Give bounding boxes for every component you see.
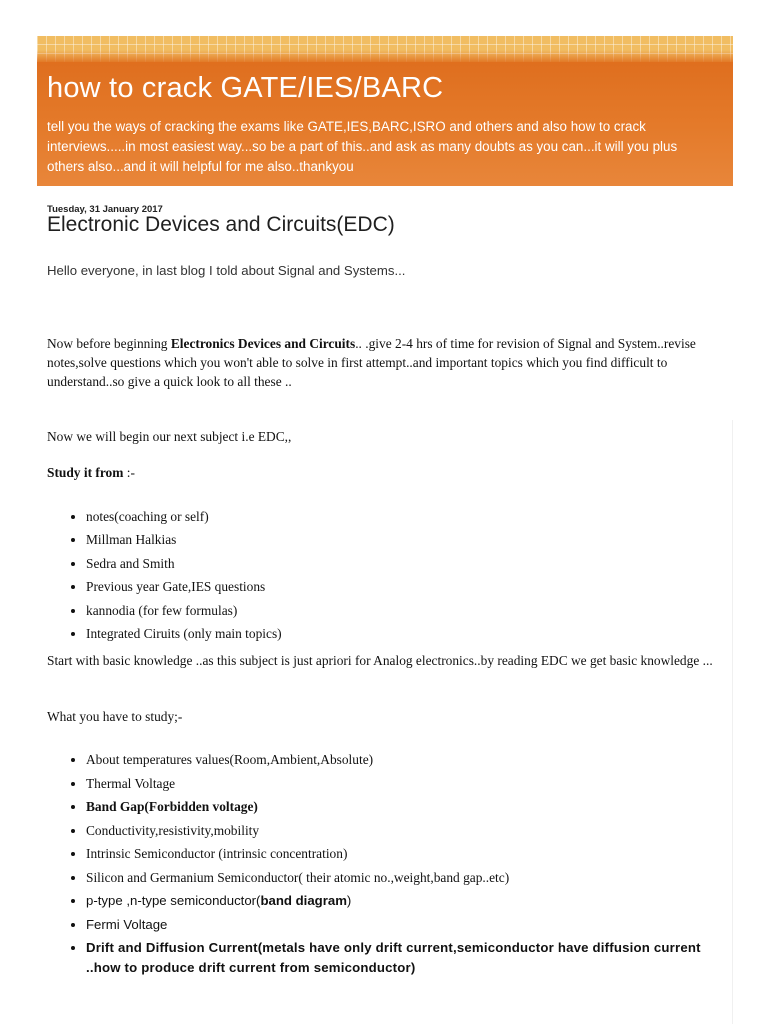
post-paragraph-4: What you have to study;- bbox=[47, 709, 183, 724]
post-intro: Hello everyone, in last blog I told about Signal and Systems... bbox=[47, 263, 406, 278]
topics-list bbox=[47, 748, 726, 978]
list-item: • Integrated Ciruits (only main topics) bbox=[86, 622, 726, 645]
post-paragraph-2: Now we will begin our next subject i.e EDC,, bbox=[47, 429, 292, 444]
list-item: • Drift and Diffusion Current(metals have only drift current,semiconductor have diffusion current ..how to produce drift current from semiconductor) bbox=[86, 936, 726, 978]
list-item: • Previous year Gate,IES questions bbox=[86, 575, 726, 598]
t7-tail: ) bbox=[346, 893, 352, 908]
blog-description: tell you the ways of cracking the exams like GATE,IES,BARC,ISRO and others and also how to crack interviews.....in most easiest way...so be a part of this..and ask as many doubts as you can...it will you plus others also...and it will helpful for me also..thankyou bbox=[47, 119, 678, 174]
post-paragraph-3: Start with basic knowledge ..as this subject is just apriori for Analog electronics..by reading EDC we get basic knowledge ... bbox=[47, 653, 713, 668]
study-rest: :- bbox=[123, 465, 135, 480]
para1-lead: Now before beginning bbox=[47, 336, 171, 351]
list-item: • Millman Halkias bbox=[86, 528, 726, 551]
blog-header bbox=[37, 36, 733, 186]
list-item: • About temperatures values(Room,Ambient,Absolute) bbox=[86, 748, 726, 772]
list-item bbox=[86, 889, 726, 913]
t7-lead: p-type ,n-type semiconductor( bbox=[86, 893, 261, 908]
t7-bold: band diagram bbox=[260, 893, 347, 908]
post-date: Tuesday, 31 January 2017 bbox=[47, 204, 163, 215]
list-item: • Sedra and Smith bbox=[86, 552, 726, 575]
list-item: • Conductivity,resistivity,mobility bbox=[86, 819, 726, 843]
header-grid-fade bbox=[37, 50, 733, 64]
content-divider bbox=[732, 420, 733, 1024]
post-paragraph-1 bbox=[47, 334, 727, 391]
study-bold: Study it from bbox=[47, 465, 124, 480]
list-item: • Fermi Voltage bbox=[86, 913, 726, 937]
sources-list bbox=[47, 505, 726, 645]
para1-bold: Electronics Devices and Circuits bbox=[170, 336, 356, 351]
list-item: • kannodia (for few formulas) bbox=[86, 599, 726, 622]
list-item: • Band Gap(Forbidden voltage) bbox=[86, 795, 726, 819]
post-title[interactable]: Electronic Devices and Circuits(EDC) bbox=[47, 213, 395, 236]
para1-rest: .. .give 2-4 hrs of time for revision of Signal and System..revise notes,solve questions which you won't able to solve in first attempt..and important topics which you find difficult to understand..so give a quick look to all these .. bbox=[47, 336, 696, 389]
study-heading bbox=[47, 463, 727, 482]
list-item: • notes(coaching or self) bbox=[86, 505, 726, 528]
list-item: • Silicon and Germanium Semiconductor( their atomic no.,weight,band gap..etc) bbox=[86, 866, 726, 890]
blog-title[interactable]: how to crack GATE/IES/BARC bbox=[47, 72, 444, 104]
list-item: • Intrinsic Semiconductor (intrinsic concentration) bbox=[86, 842, 726, 866]
list-item: • Thermal Voltage bbox=[86, 772, 726, 796]
